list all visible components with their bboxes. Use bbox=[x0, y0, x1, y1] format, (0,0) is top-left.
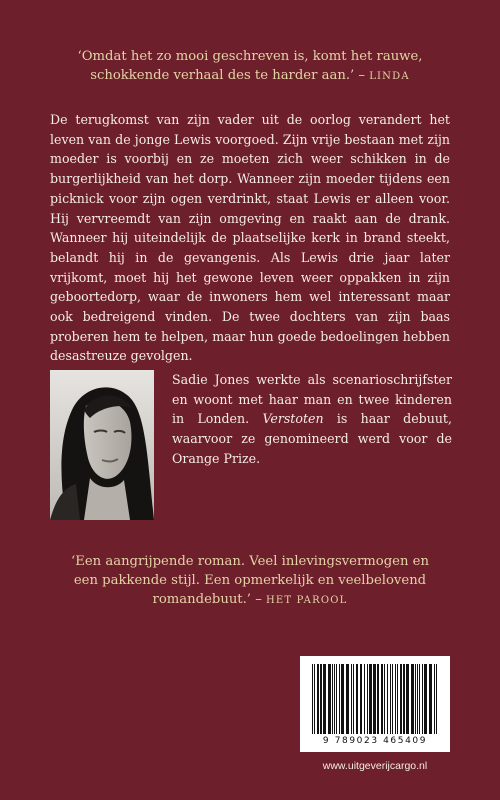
author-bio bbox=[172, 370, 452, 469]
review-quote-bottom-source: HET PAROOL bbox=[265, 595, 348, 606]
barcode-bar bbox=[364, 664, 365, 734]
barcode-bar bbox=[314, 664, 315, 734]
review-quote-top-text: ‘Omdat het zo mooi geschreven is, komt het rauwe, schokkende verhaal des te harder aan.’ bbox=[77, 49, 423, 83]
barcode-bar bbox=[317, 664, 319, 734]
barcode-bar bbox=[387, 664, 388, 734]
barcode-bar bbox=[417, 664, 418, 734]
barcode-bar bbox=[436, 664, 437, 734]
barcode-bar bbox=[353, 664, 354, 734]
barcode-bar bbox=[323, 664, 326, 734]
barcode-bar bbox=[328, 664, 331, 734]
isbn-number: 9 789023 465409 bbox=[322, 736, 428, 746]
barcode-bar bbox=[360, 664, 362, 734]
barcode-bar bbox=[320, 664, 322, 734]
barcode-bar bbox=[334, 664, 335, 734]
barcode-bar bbox=[415, 664, 416, 734]
barcode-bar bbox=[400, 664, 402, 734]
review-quote-top bbox=[40, 47, 460, 86]
barcode-bar bbox=[429, 664, 432, 734]
barcode-bar bbox=[339, 664, 340, 734]
review-quote-top-source: LINDA bbox=[369, 71, 410, 82]
barcode-bar bbox=[377, 664, 379, 734]
book-title: Verstoten bbox=[262, 411, 324, 427]
barcode-bar bbox=[395, 664, 396, 734]
barcode-bar bbox=[312, 664, 313, 734]
barcode-bar bbox=[336, 664, 337, 734]
barcode-bar bbox=[373, 664, 376, 734]
barcode-bar bbox=[419, 664, 420, 734]
barcode-bar bbox=[434, 664, 435, 734]
author-portrait-icon bbox=[50, 370, 154, 520]
review-quote-top-dash: – bbox=[354, 68, 370, 83]
publisher-website: www.uitgeverijcargo.nl bbox=[322, 760, 428, 772]
barcode-bar bbox=[367, 664, 368, 734]
book-blurb: De terugkomst van zijn vader uit de oorlog verandert het leven van de jonge Lewis voorgoed. Zijn vrije bestaan met zijn moeder is voorbij en ze moeten zich weer schikken in de burgerlijkheid van het dorp. Wanneer zijn moeder tijdens een picknick voor zijn ogen verdrinkt, staat Lewis er alleen voor. Hij vervreemdt van zijn omgeving en raakt aan de drank. Wanneer hij uiteindelijk de plaatselijke kerk in brand steekt, belandt hij in de gevangenis. Als Lewis drie jaar later vrijkomt, moet hij het gewone leven weer oppakken in zijn geboortedorp, waar de inwoners hem wel interessant maar ook bedreigend vinden. De twee dochters van zijn baas proberen hem te helpen, maar hun goede bedoelingen hebben desastreuze gevolgen. bbox=[50, 112, 450, 364]
barcode-bar bbox=[346, 664, 349, 734]
barcode-bar bbox=[392, 664, 393, 734]
barcode-bar bbox=[351, 664, 352, 734]
author-photo bbox=[50, 370, 154, 520]
barcode-bar bbox=[369, 664, 372, 734]
barcode-bar bbox=[381, 664, 383, 734]
barcode-bar bbox=[422, 664, 423, 734]
barcode-bar bbox=[332, 664, 333, 734]
barcode-bar bbox=[397, 664, 398, 734]
barcode-bar bbox=[341, 664, 344, 734]
barcode-bar bbox=[384, 664, 385, 734]
review-quote-bottom bbox=[60, 552, 440, 610]
review-quote-bottom-text: ‘Een aangrijpende roman. Veel inlevingsvermogen en een pakkende stijl. Een opmerkelijk en veelbelovend romandebuut.’ bbox=[71, 554, 429, 607]
barcode-bar bbox=[390, 664, 391, 734]
author-bio-part2: is haar debuut, waarvoor ze genomineerd werd voor de Orange Prize. bbox=[172, 411, 452, 466]
barcode-bar bbox=[403, 664, 405, 734]
barcode-bar bbox=[356, 664, 358, 734]
barcode-bar bbox=[406, 664, 409, 734]
author-bio-part1: Sadie Jones werkte als scenarioschrijfster en woont met haar man en twee kinderen in Londen. bbox=[172, 372, 452, 427]
review-quote-bottom-dash: – bbox=[251, 592, 266, 607]
barcode-bar bbox=[424, 664, 427, 734]
barcode-bar bbox=[411, 664, 414, 734]
isbn-barcode bbox=[300, 656, 450, 752]
